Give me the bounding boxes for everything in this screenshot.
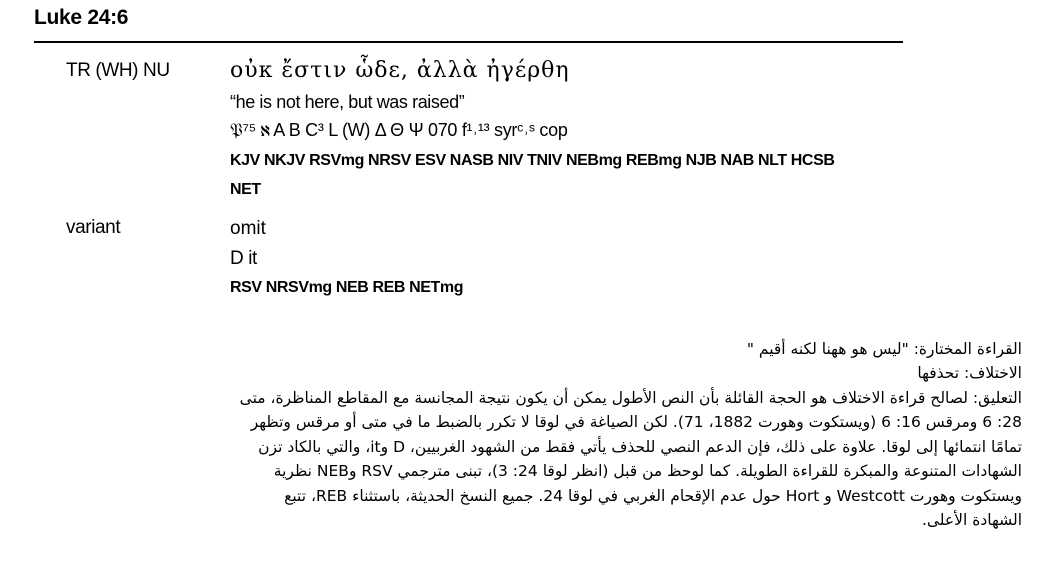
versions-supporting-line1: KJV NKJV RSVmg NRSV ESV NASB NIV TNIV NEBmg REBmg NJB NAB NLT HCSB [230, 152, 835, 169]
variant-label: variant [66, 217, 121, 238]
variant-versions: RSV NRSVmg NEB REB NETmg [230, 279, 464, 296]
arabic-comment-line: 28: 6 ومرقس 16: 6 (ويستكوت وهورت 1882، 71). لكن الصياغة في لوقا لا تكرر بالضبط ما في متى أو مرقس وتظهر [250, 413, 1022, 432]
arabic-comment-line: التعليق: لصالح قراءة الاختلاف هو الحجة القائلة بأن النص الأطول يمكن أن يكون نتيجة المجانسة مع المقاطع المناظرة، متى [239, 389, 1022, 407]
variant-text: omit [230, 218, 266, 239]
versions-supporting-line2: NET [230, 181, 261, 198]
verse-heading: Luke 24:6 [34, 6, 129, 29]
arabic-comment-line: الشهادة الأعلى. [921, 511, 1022, 530]
greek-text: οὐκ ἔστιν ὧδε, ἀλλὰ ἠγέρθη [230, 58, 570, 83]
reading-label: TR (WH) NU [66, 60, 170, 81]
arabic-commentary [22, 386, 1022, 532]
manuscript-witnesses: 𝔓⁷⁵ ℵ A B C³ L (W) Δ Θ Ψ 070 f¹˒¹³ syrᶜ˒ˢ cop [230, 120, 568, 140]
variant-witnesses: D it [230, 248, 257, 269]
arabic-variant: الاختلاف: تحذفها [917, 364, 1022, 383]
arabic-comment-line: تمامًا انتمائها إلى لوقا. علاوة على ذلك، فإن الدعم النصي للحذف يأتي فقط من الشهود الغربيين، D وit، والتي بالكاد تزن [258, 437, 1022, 456]
arabic-selected-reading: القراءة المختارة: "ليس هو ههنا لكنه أقيم " [746, 340, 1022, 358]
arabic-summary [22, 337, 1022, 386]
arabic-comment-line: ويستكوت وهورت Westcott و Hort حول عدم الإقحام الغربي في لوقا 24. جميع النسخ الحديثة، باستثناء REB، تتبع [284, 486, 1022, 505]
english-gloss: “he is not here, but was raised” [230, 92, 465, 112]
arabic-comment-line: الشهادات المتنوعة والمبكرة للقراءة الطويلة. كما لوحظ من قبل (انظر لوقا 24: 3)، تبنى مترجمي RSV وNEB نظرية [273, 462, 1022, 481]
heading-rule [34, 41, 903, 43]
